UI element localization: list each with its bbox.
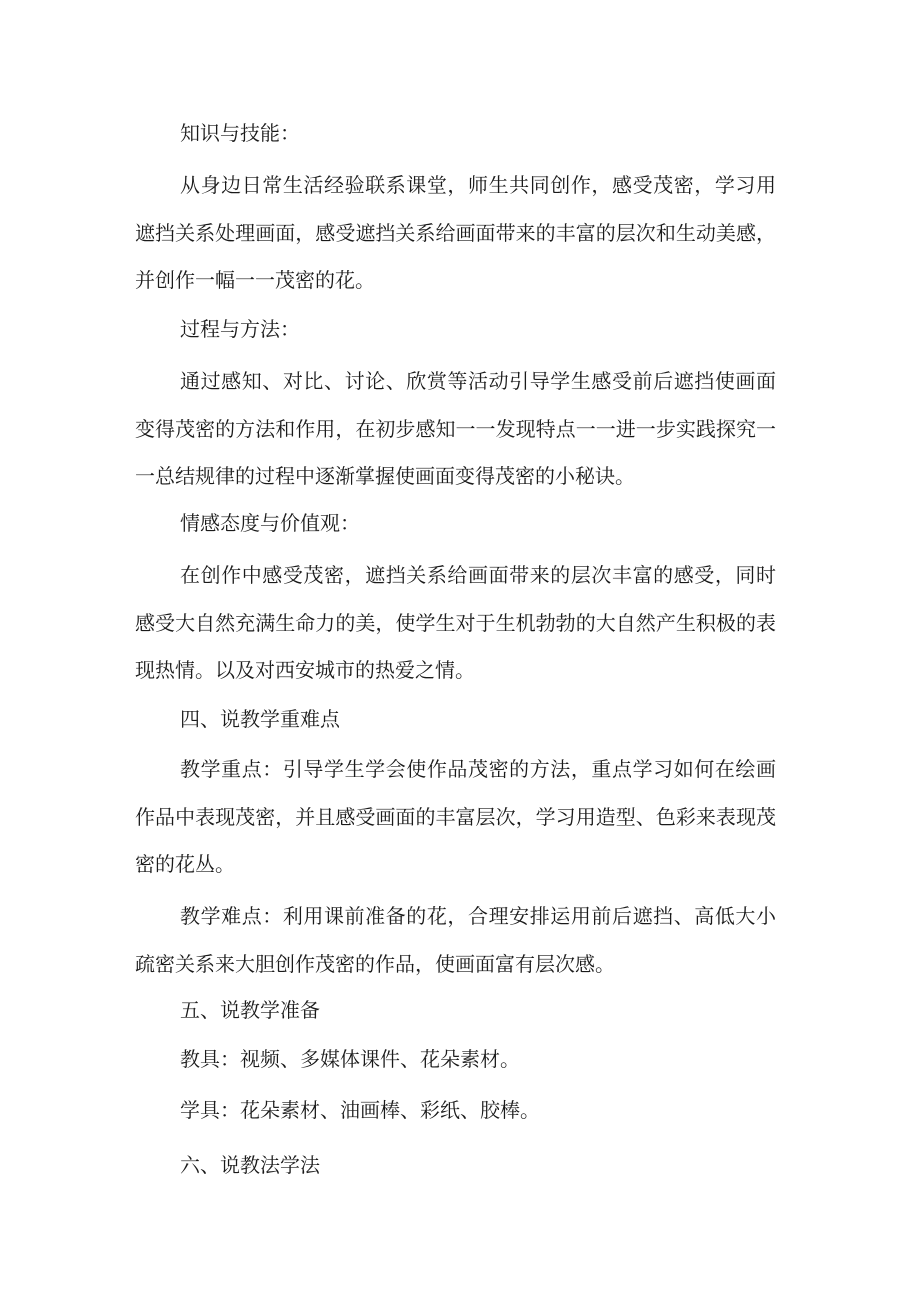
learning-tools-line: 学具：花朵素材、油画棒、彩纸、胶棒。 <box>180 1098 540 1122</box>
emotion-paragraph: 在创作中感受茂密，遮挡关系给画面带来的层次丰富的感受，同时感受大自然充满生命力的美，使学生对于生机勃勃的大自然产生积极的表现热情。以及对西安城市的热爱之情。 <box>135 563 776 682</box>
knowledge-paragraph: 从身边日常生活经验联系课堂，师生共同创作，感受茂密，学习用遮挡关系处理画面，感受遮挡关系给画面带来的丰富的层次和生动美感，并创作一幅一一茂密的花。 <box>135 173 776 292</box>
section-5-heading: 五、说教学准备 <box>180 998 320 1022</box>
knowledge-heading: 知识与技能： <box>180 121 300 145</box>
emotion-heading: 情感态度与价值观： <box>180 511 360 535</box>
difficult-point-paragraph: 教学难点：利用课前准备的花，合理安排运用前后遮挡、高低大小疏密关系来大胆创作茂密的作品，使画面富有层次感。 <box>135 904 776 976</box>
teaching-tools-line: 教具：视频、多媒体课件、花朵素材。 <box>180 1047 520 1071</box>
section-6-heading: 六、说教法学法 <box>180 1153 320 1177</box>
section-4-heading: 四、说教学重难点 <box>180 707 340 731</box>
key-point-paragraph: 教学重点：引导学生学会使作品茂密的方法，重点学习如何在绘画作品中表现茂密，并且感受画面的丰富层次，学习用造型、色彩来表现茂密的花丛。 <box>135 757 776 876</box>
process-heading: 过程与方法： <box>180 317 300 341</box>
process-paragraph: 通过感知、对比、讨论、欣赏等活动引导学生感受前后遮挡使画面变得茂密的方法和作用，在初步感知一一发现特点一一进一步实践探究一一总结规律的过程中逐渐掌握使画面变得茂密的小秘诀。 <box>135 369 776 488</box>
